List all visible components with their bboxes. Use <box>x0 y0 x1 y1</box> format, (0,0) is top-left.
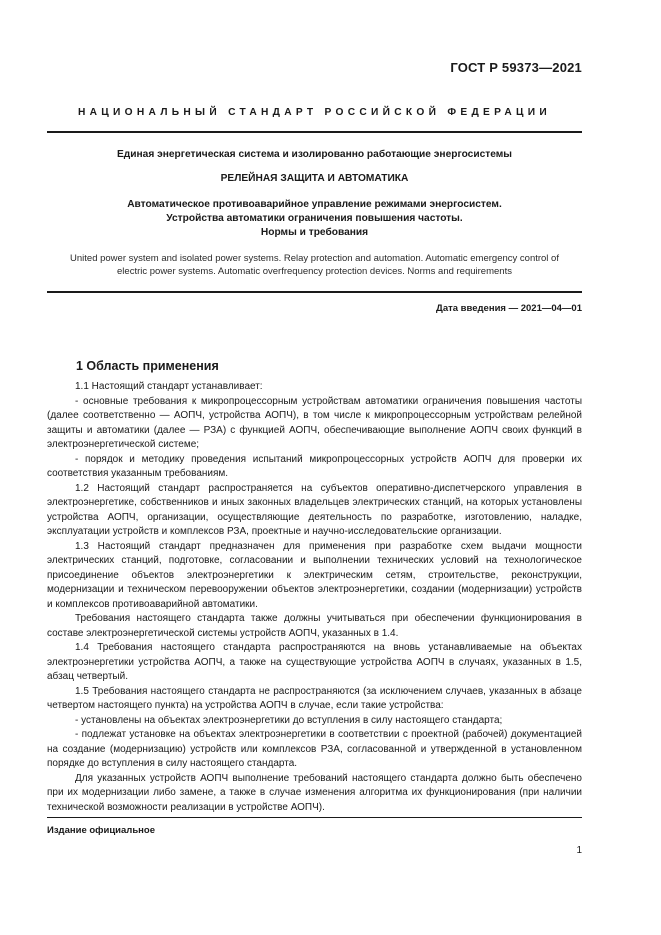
section-body <box>47 380 582 815</box>
paragraph: Требования настоящего стандарта также должны учитываться при обеспечении функционирования в составе электроэнергетической системы устройств АОПЧ, указанных в 1.4. <box>47 613 582 639</box>
subtitle-line: Устройства автоматики ограничения повышения частоты. <box>166 213 463 224</box>
middle-divider <box>47 291 582 293</box>
subtitle <box>47 198 582 240</box>
edition-label: Издание официальное <box>47 825 155 836</box>
english-title-line: United power system and isolated power systems. Relay protection and automation. Automatic emergency control of <box>70 253 559 264</box>
paragraph: - подлежат установке на объектах электроэнергетики в соответствии с проектной (рабочей) документацией на создание (модернизацию) устройств или комплексов РЗА, согласованной и утвержденной в установленном порядке до вступления в силу настоящего стандарта. <box>47 729 582 769</box>
section-heading: 1 Область применения <box>76 359 219 373</box>
paragraph: - основные требования к микропроцессорным устройствам автоматики ограничения повышения частоты (далее соответственно — АОПЧ, устройства АОПЧ), в том числе к микропроцессорным устройствам релейной защиты и автоматики (далее — РЗА) с функцией АОПЧ, обеспечивающие выполнение АОПЧ своих функций в электроэнергетической системе; <box>47 395 582 450</box>
paragraph: 1.4 Требования настоящего стандарта распространяются на вновь устанавливаемые на объектах электроэнергетики устройства АОПЧ, а также на существующие устройства АОПЧ в случаях, указанных в 1.5, абзац четвертый. <box>47 642 582 682</box>
english-title <box>47 252 582 278</box>
paragraph: - установлены на объектах электроэнергетики до вступления в силу настоящего стандарта; <box>75 714 503 726</box>
subtitle-line: Нормы и требования <box>260 227 369 238</box>
paragraph: 1.5 Требования настоящего стандарта не распространяются (за исключением случаев, указанных в абзаце четвертом настоящего пункта) на устройства АОПЧ в случае, если такие устройства: <box>47 685 582 711</box>
footer-divider <box>47 817 582 818</box>
paragraph: - порядок и методику проведения испытаний микропроцессорных устройств АОПЧ для проверки их соответствия указанным требованиям. <box>47 453 582 479</box>
paragraph: 1.3 Настоящий стандарт предназначен для применения при разработке схем выдачи мощности электрических станций, подготовке, согласовании и выполнении технических условий на технологическое присоединение объектов электроэнергетики к электрическим сетям, строительстве, реконструкции, модернизации и техническом перевооружении объектов электроэнергетики, создании (модернизации) устройств и комплексов противоаварийной автоматики. <box>47 540 582 610</box>
top-divider <box>47 131 582 133</box>
system-title: Единая энергетическая система и изолированно работающие энергосистемы <box>116 149 513 160</box>
standard-number: ГОСТ Р 59373—2021 <box>450 60 582 75</box>
subtitle-line: Автоматическое противоаварийное управление режимами энергосистем. <box>127 199 502 210</box>
main-title: РЕЛЕЙНАЯ ЗАЩИТА И АВТОМАТИКА <box>220 173 409 184</box>
paragraph: 1.2 Настоящий стандарт распространяется на субъектов оперативно-диспетчерского управления в электроэнергетике, собственников и иных законных владельцев электрических станций, на которых установлены устройства АОПЧ, организации, осуществляющие деятельность по разработке, изготовлению, наладке, эксплуатации устройств и комплексов РЗА, проектные и научно-исследовательские организации. <box>47 482 582 537</box>
introduction-date: Дата введения — 2021—04—01 <box>436 303 582 314</box>
english-title-line: electric power systems. Automatic overfrequency protection devices. Norms and requirements <box>117 266 512 277</box>
paragraph: 1.1 Настоящий стандарт устанавливает: <box>75 381 263 392</box>
national-standard-banner: НАЦИОНАЛЬНЫЙ СТАНДАРТ РОССИЙСКОЙ ФЕДЕРАЦИИ <box>77 107 551 118</box>
paragraph: Для указанных устройств АОПЧ выполнение требований настоящего стандарта должно быть обеспечено при их модернизации либо замене, а также в случае изменения алгоритма их функционирования (при наличии технической возможности реализации в устройстве АОПЧ). <box>47 772 582 813</box>
page-number: 1 <box>576 845 582 856</box>
